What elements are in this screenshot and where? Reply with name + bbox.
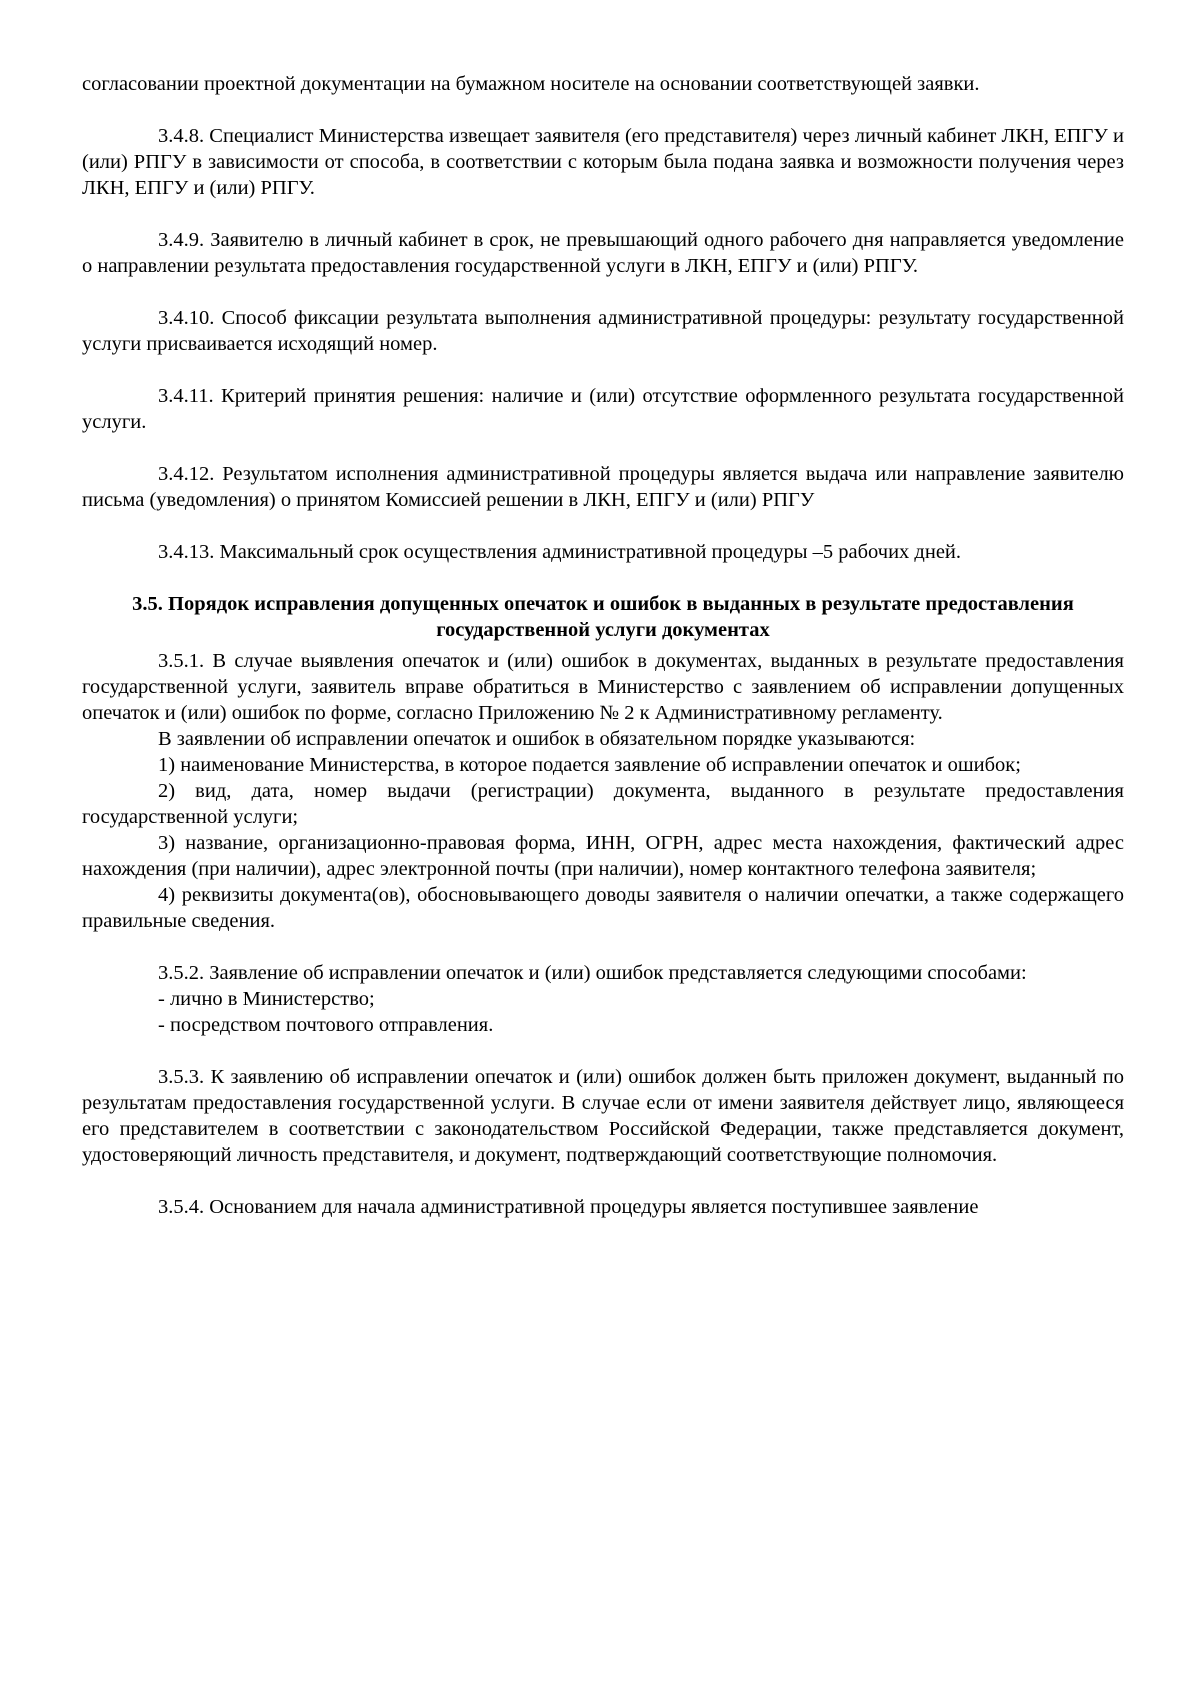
paragraph-3-4-13: 3.4.13. Максимальный срок осуществления административной процедуры –5 рабочих дней. [158, 541, 962, 563]
paragraph-3-5-4: 3.5.4. Основанием для начала административной процедуры является поступившее заявление [158, 1196, 979, 1218]
paragraph-3-4-8: 3.4.8. Специалист Министерства извещает заявителя (его представителя) через личный кабинет ЛКН, ЕПГУ и (или) РПГУ в зависимости от способа, в соответствии с которым была подана заявка и возможности получения через ЛКН, ЕПГУ и (или) РПГУ. [82, 125, 1124, 199]
list-item-3-5-1-2: 2) вид, дата, номер выдачи (регистрации) документа, выданного в результате предоставления государственной услуги; [82, 780, 1124, 828]
paragraph-3-4-7-continuation: согласовании проектной документации на бумажном носителе на основании соответствующей заявки. [82, 73, 980, 95]
section-heading-3-5: 3.5. Порядок исправления допущенных опечаток и ошибок в выданных в результате предоставления государственной услуги документах [132, 593, 1074, 641]
list-item-3-5-1-1: 1) наименование Министерства, в которое подается заявление об исправлении опечаток и ошибок; [158, 754, 1021, 776]
list-item-3-5-2-2: - посредством почтового отправления. [158, 1014, 494, 1036]
list-item-3-5-1-4: 4) реквизиты документа(ов), обосновывающего доводы заявителя о наличии опечатки, а также содержащего правильные сведения. [82, 884, 1124, 932]
paragraph-3-4-12: 3.4.12. Результатом исполнения административной процедуры является выдача или направление заявителю письма (уведомления) о принятом Комиссией решении в ЛКН, ЕПГУ и (или) РПГУ [82, 463, 1124, 511]
list-item-3-5-1-3: 3) название, организационно-правовая форма, ИНН, ОГРН, адрес места нахождения, фактический адрес нахождения (при наличии), адрес электронной почты (при наличии), номер контактного телефона заявителя; [82, 832, 1124, 880]
paragraph-3-5-3: 3.5.3. К заявлению об исправлении опечаток и (или) ошибок должен быть приложен документ, выданный по результатам предоставления государственной услуги. В случае если от имени заявителя действует лицо, являющееся его представителем в соответствии с законодательством Российской Федерации, также представляется документ, удостоверяющий личность представителя, и документ, подтверждающий соответствующие полномочия. [82, 1066, 1124, 1166]
list-item-3-5-2-1: - лично в Министерство; [158, 988, 375, 1010]
paragraph-3-5-1-intro: В заявлении об исправлении опечаток и ошибок в обязательном порядке указываются: [158, 728, 916, 750]
paragraph-3-4-9: 3.4.9. Заявителю в личный кабинет в срок, не превышающий одного рабочего дня направляется уведомление о направлении результата предоставления государственной услуги в ЛКН, ЕПГУ и (или) РПГУ. [82, 229, 1124, 277]
paragraph-3-4-11: 3.4.11. Критерий принятия решения: наличие и (или) отсутствие оформленного результата государственной услуги. [82, 385, 1124, 433]
paragraph-3-4-10: 3.4.10. Способ фиксации результата выполнения административной процедуры: результату государственной услуги присваивается исходящий номер. [82, 307, 1124, 355]
document-body [82, 71, 1124, 1220]
paragraph-3-5-2: 3.5.2. Заявление об исправлении опечаток и (или) ошибок представляется следующими способами: [158, 962, 1027, 984]
paragraph-3-5-1: 3.5.1. В случае выявления опечаток и (или) ошибок в документах, выданных в результате предоставления государственной услуги, заявитель вправе обратиться в Министерство с заявлением об исправлении допущенных опечаток и (или) ошибок по форме, согласно Приложению № 2 к Административному регламенту. [82, 650, 1124, 724]
